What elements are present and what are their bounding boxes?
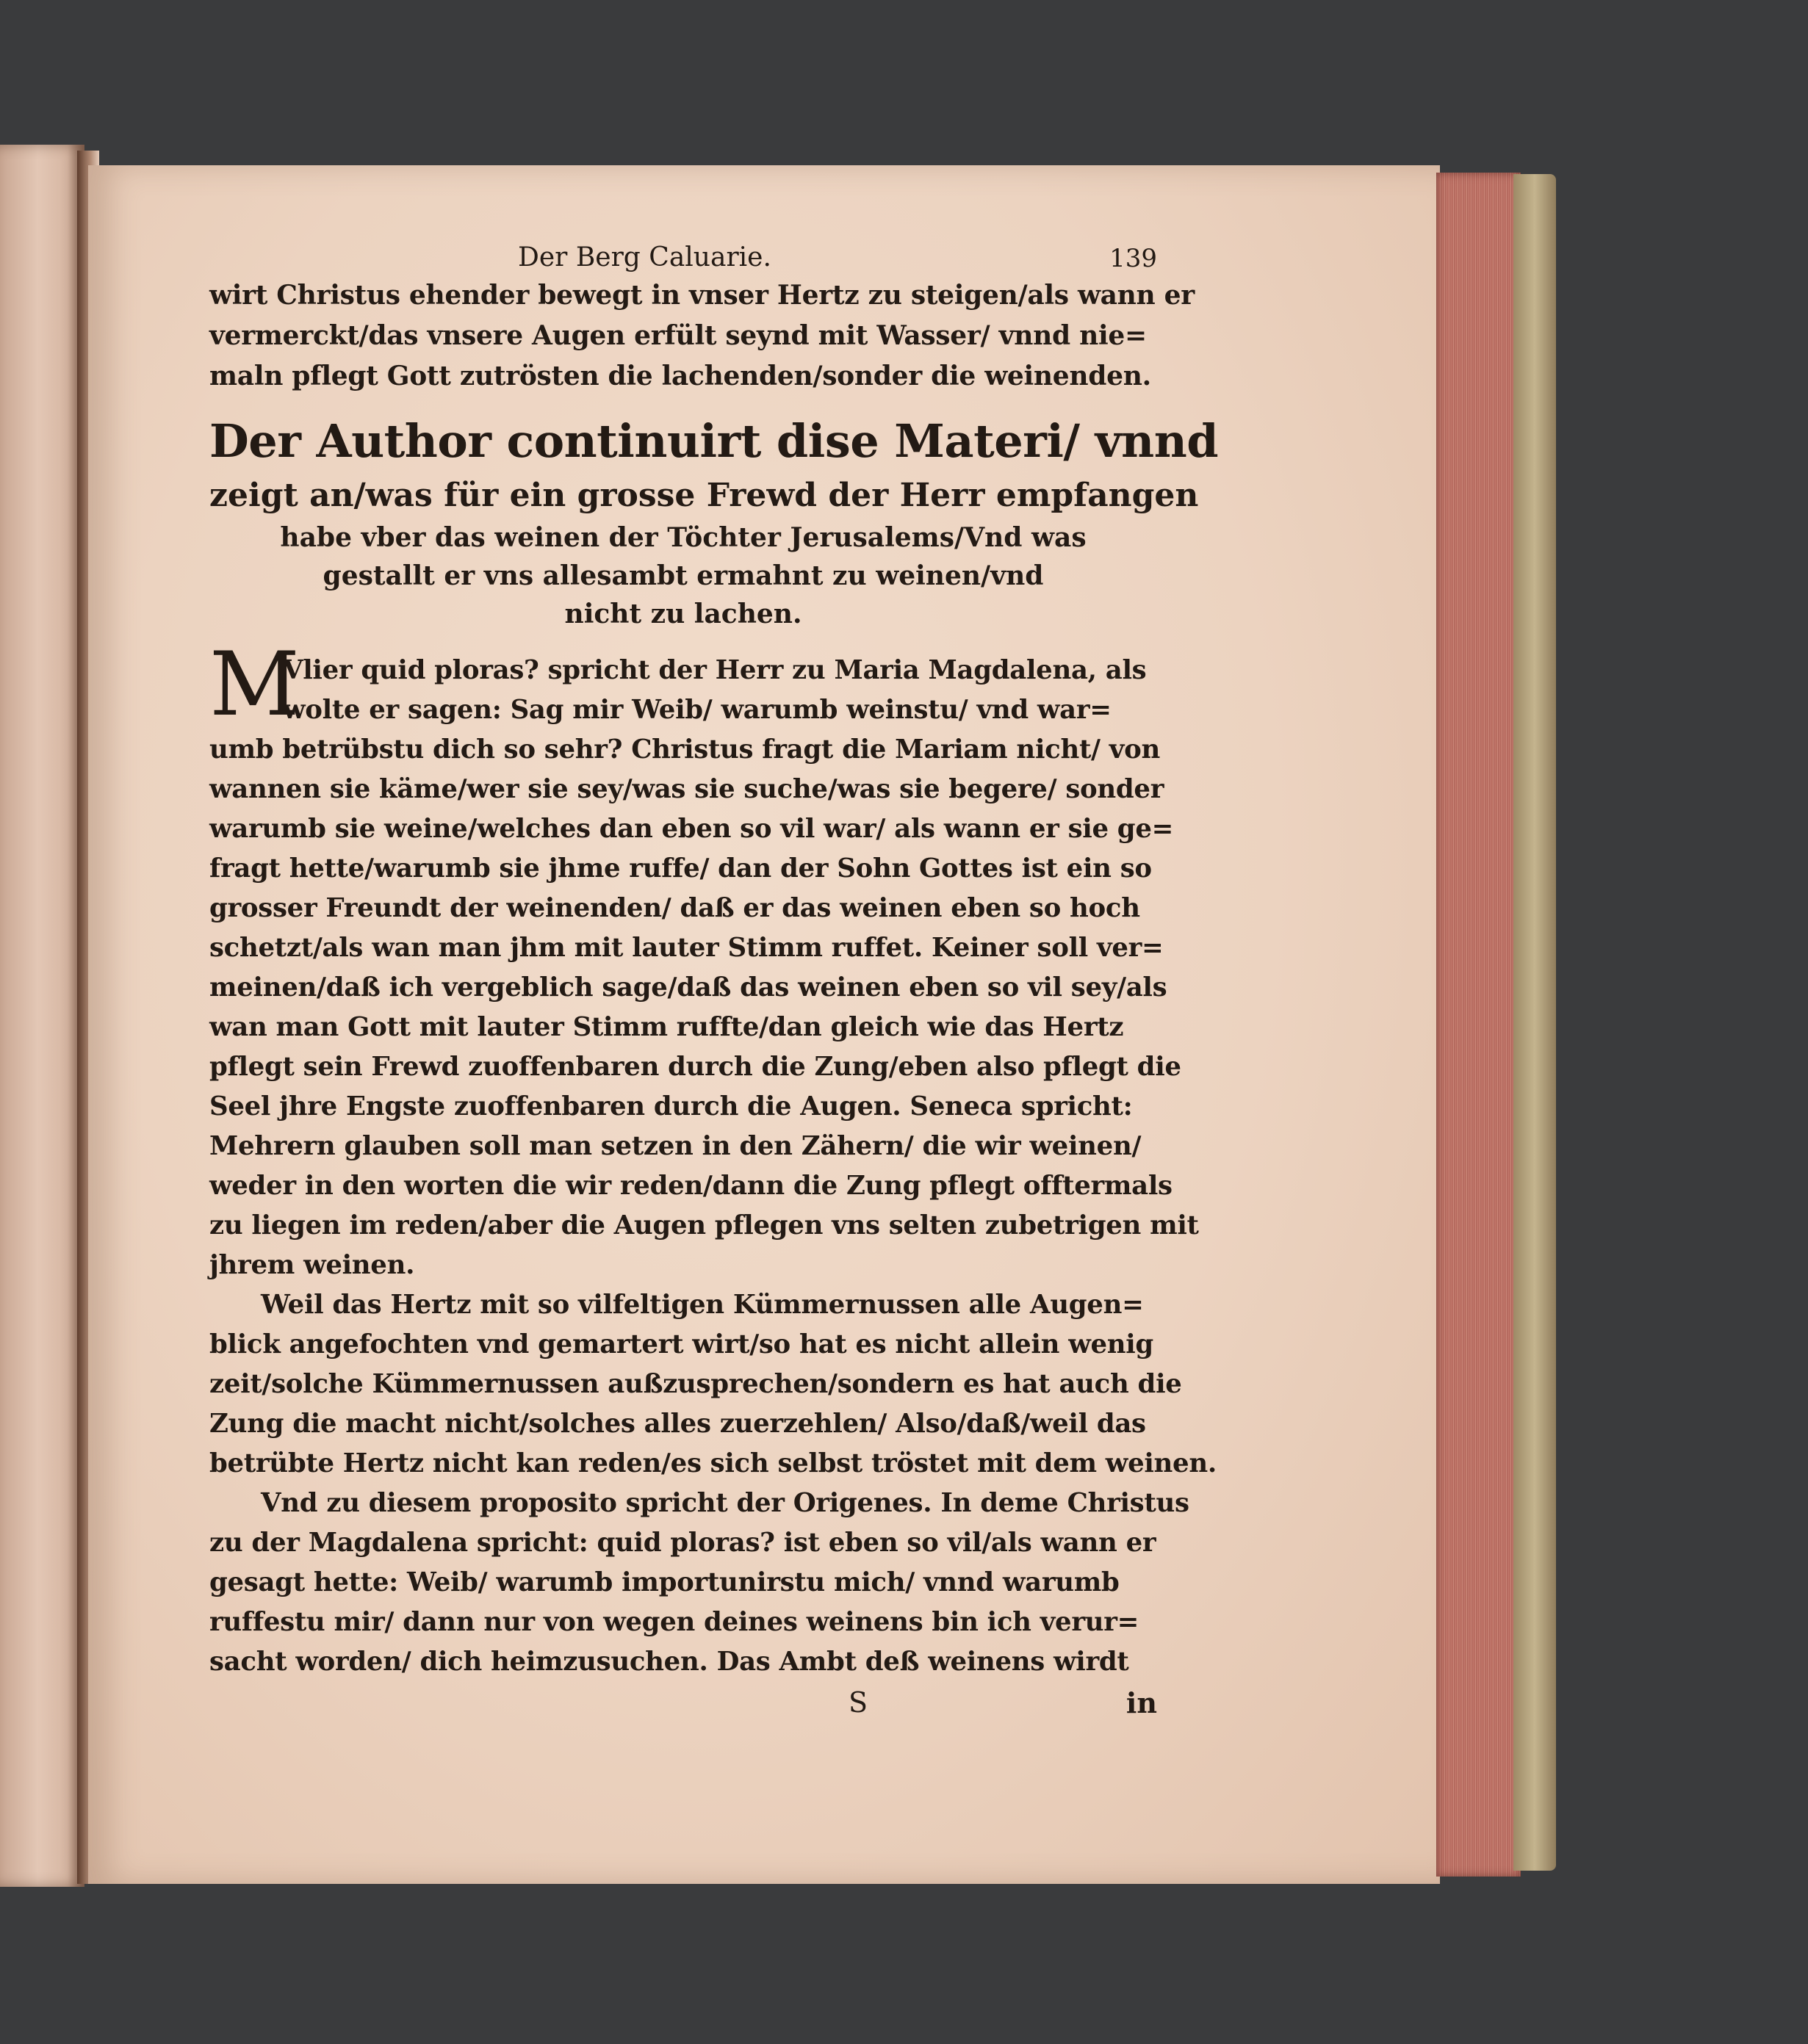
intro-paragraph (209, 275, 1195, 397)
text-line: blick angefochten vnd gemartert wirt/so hat es nicht allein wenig (209, 1329, 1153, 1359)
page-text (209, 235, 1219, 1726)
chapter-heading (209, 410, 1219, 633)
text-line: pflegt sein Frewd zuoffenbaren durch die Zung/eben also pflegt die (209, 1052, 1181, 1082)
text-line: wannen sie käme/wer sie sey/was sie suche/was sie begere/ sonder (209, 774, 1164, 804)
text-line: ruffestu mir/ dann nur von wegen deines weinens bin ich verur= (209, 1607, 1139, 1637)
text-line: zeit/solche Kümmernussen außzusprechen/sondern es hat auch die (209, 1369, 1182, 1399)
text-line: zu der Magdalena spricht: quid ploras? ist eben so vil/als wann er (209, 1528, 1156, 1558)
page-block-red-edge (1436, 173, 1521, 1877)
text-line: Seel jhre Engste zuoffenbaren durch die Augen. Seneca spricht: (209, 1091, 1133, 1122)
text-line: zu liegen im reden/aber die Augen pflegen vns selten zubetrigen mit (209, 1210, 1199, 1241)
paragraph-3 (209, 1484, 1189, 1682)
text-line: weder in den worten die wir reden/dann die Zung pflegt offtermals (209, 1171, 1173, 1201)
text-line: Vnd zu diesem proposito spricht der Origenes. In deme Christus (261, 1488, 1189, 1518)
heading-line: zeigt an/was für ein grosse Frewd der Herr empfangen (209, 477, 1199, 514)
heading-line: gestallt er vns allesambt ermahnt zu weinen/vnd (323, 560, 1044, 591)
text-line: wolte er sagen: Sag mir Weib/ warumb weinstu/ vnd war= (283, 695, 1112, 725)
paragraph-1-continued (209, 730, 1199, 1285)
heading-line: habe vber das weinen der Töchter Jerusalems/Vnd was (280, 522, 1087, 553)
text-line: Weil das Hertz mit so vilfeltigen Kümmernussen alle Augen= (261, 1290, 1144, 1320)
text-line: schetzt/als wan man jhm mit lauter Stimm ruffet. Keiner soll ver= (209, 933, 1164, 963)
text-line: Mehrern glauben soll man setzen in den Zähern/ die wir weinen/ (209, 1131, 1142, 1161)
catchword: in (1126, 1686, 1157, 1719)
page-number: 139 (1109, 244, 1157, 273)
left-page-edge (0, 145, 84, 1887)
text-line: fragt hette/warumb sie jhme ruffe/ dan der Sohn Gottes ist ein so (209, 853, 1152, 884)
text-line: meinen/daß ich vergeblich sage/daß das weinen eben so vil sey/als (209, 972, 1167, 1003)
book-cover-edge (1513, 174, 1556, 1871)
text-line: betrübte Hertz nicht kan reden/es sich selbst tröstet mit dem weinen. (209, 1448, 1217, 1478)
page-footer (209, 1682, 1157, 1726)
drop-cap-initial: M (209, 634, 300, 736)
running-head: Der Berg Caluarie. (518, 242, 771, 272)
text-line: jhrem weinen. (209, 1250, 415, 1280)
text-line: sacht worden/ dich heimzusuchen. Das Ambt deß weinens wirdt (209, 1647, 1129, 1677)
text-line: warumb sie weine/welches dan eben so vil war/ als wann er sie ge= (209, 814, 1174, 844)
text-line: gesagt hette: Weib/ warumb importunirstu mich/ vnnd warumb (209, 1567, 1120, 1597)
body-text (209, 634, 1217, 1726)
text-line: vermerckt/das vnsere Augen erfült seynd mit Wasser/ vnnd nie= (209, 320, 1147, 351)
text-line: wirt Christus ehender bewegt in vnser Hertz zu steigen/als wann er (209, 280, 1195, 311)
signature-mark: S (849, 1686, 868, 1719)
heading-line: nicht zu lachen. (564, 599, 802, 629)
paragraph-1 (209, 634, 1157, 736)
text-line: umb betrübstu dich so sehr? Christus fragt die Mariam nicht/ von (209, 734, 1160, 765)
text-line: wan man Gott mit lauter Stimm ruffte/dan gleich wie das Hertz (209, 1012, 1124, 1042)
text-line: grosser Freundt der weinenden/ daß er das weinen eben so hoch (209, 893, 1140, 923)
text-line: Zung die macht nicht/solches alles zuerzehlen/ Also/daß/weil das (209, 1409, 1146, 1439)
page-header (209, 235, 1157, 275)
text-line: Vlier quid ploras? spricht der Herr zu Maria Magdalena, als (283, 655, 1147, 685)
paragraph-2 (209, 1285, 1217, 1484)
heading-line: Der Author continuirt dise Materi/ vnnd (209, 414, 1219, 468)
text-line: maln pflegt Gott zutrösten die lachenden/sonder die weinenden. (209, 361, 1151, 391)
